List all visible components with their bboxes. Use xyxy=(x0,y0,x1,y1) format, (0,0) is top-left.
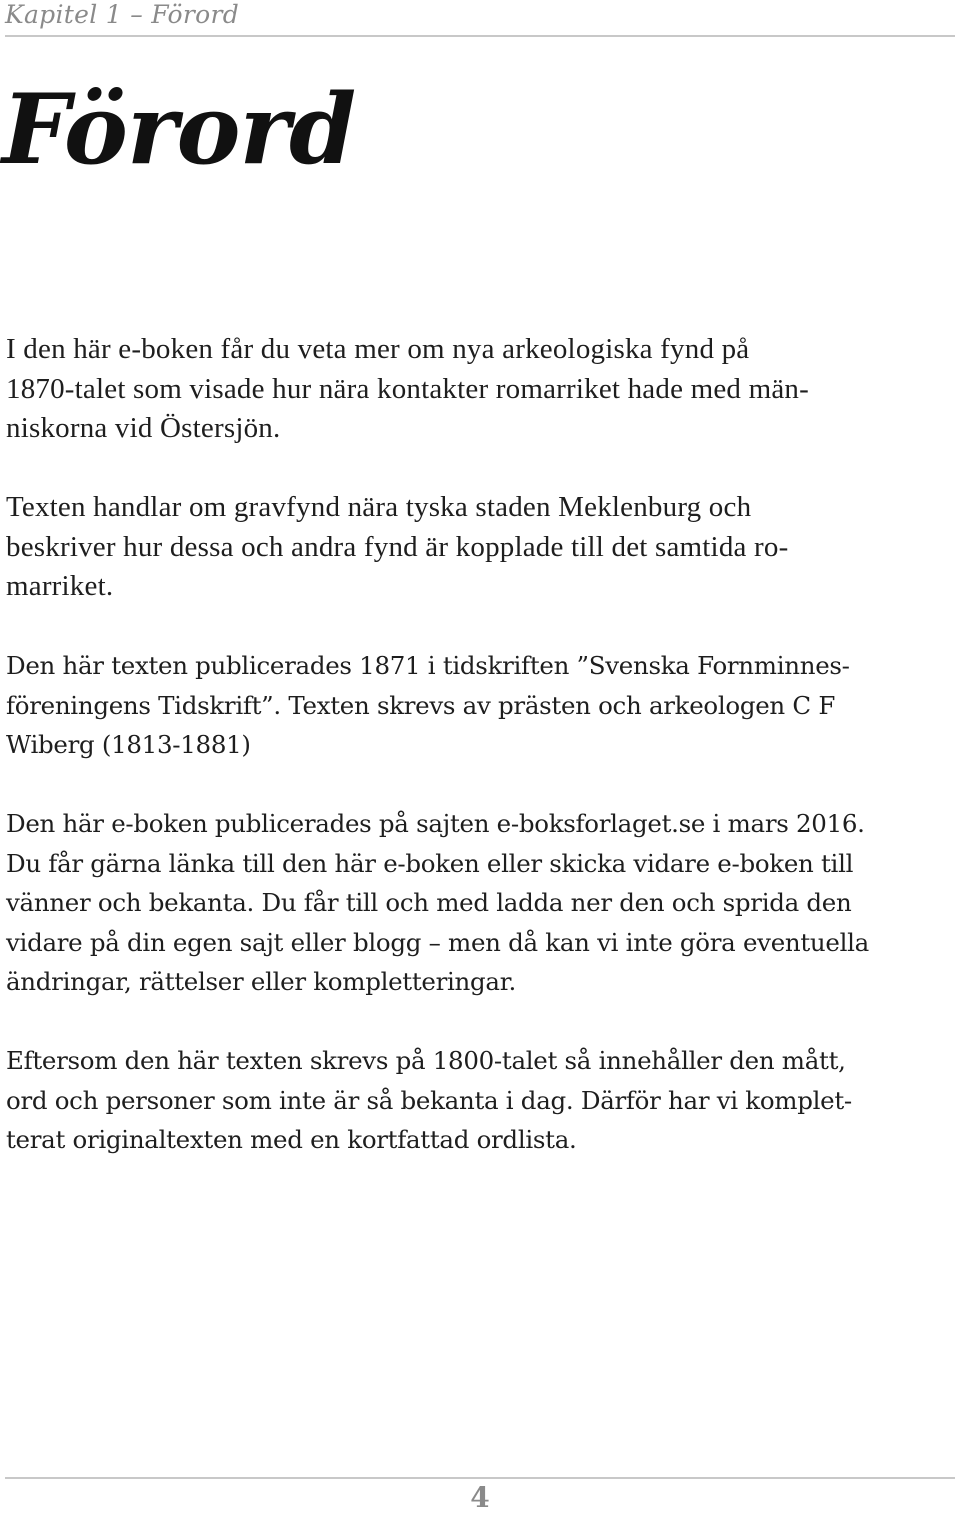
paragraph-intro xyxy=(6,330,809,449)
paragraph-line: ändringar, rättelser eller kompletteringar. xyxy=(6,967,516,996)
paragraph-license xyxy=(6,804,869,1002)
paragraph-line: Eftersom den här texten skrevs på 1800-talet så innehåller den mått, xyxy=(6,1046,846,1075)
paragraph-line: ord och personer som inte är så bekanta i dag. Därför har vi komplet- xyxy=(6,1085,852,1115)
paragraph-subject xyxy=(6,488,788,607)
paragraph-line: Den här texten publicerades 1871 i tidskriften ”Svenska Fornminnes- xyxy=(6,651,850,680)
paragraph-line: Du får gärna länka till den här e-boken eller skicka vidare e-boken till xyxy=(6,848,854,878)
paragraph-line: Den här e-boken publicerades på sajten e-boksforlaget.se i mars 2016. xyxy=(6,809,865,838)
chapter-title: Förord xyxy=(2,73,356,186)
paragraph-line: I den här e-boken får du veta mer om nya arkeologiska fynd på xyxy=(6,333,750,365)
paragraph-line: vidare på din egen sajt eller blogg – men då kan vi inte göra eventuella xyxy=(6,927,869,957)
paragraph-line: Wiberg (1813-1881) xyxy=(6,730,251,759)
page-number: 4 xyxy=(470,1481,490,1514)
paragraph-line: terat originaltexten med en kortfattad ordlista. xyxy=(6,1125,577,1154)
header-divider xyxy=(5,35,955,37)
paragraph-line: niskorna vid Östersjön. xyxy=(6,412,281,444)
paragraph-line: 1870-talet som visade hur nära kontakter romarriket hade med män- xyxy=(6,372,809,405)
paragraph-line: Texten handlar om gravfynd nära tyska staden Meklenburg och xyxy=(6,491,752,523)
paragraph-glossary-note xyxy=(6,1041,852,1160)
paragraph-line: marriket. xyxy=(6,570,114,602)
paragraph-line: beskriver hur dessa och andra fynd är kopplade till det samtida ro- xyxy=(6,530,789,563)
footer-divider xyxy=(5,1477,955,1479)
paragraph-line: föreningens Tidskrift”. Texten skrevs av prästen och arkeologen C F xyxy=(6,690,836,720)
paragraph-line: vänner och bekanta. Du får till och med ladda ner den och sprida den xyxy=(6,888,852,917)
paragraph-publication xyxy=(6,646,850,765)
running-header: Kapitel 1 – Förord xyxy=(5,0,240,29)
